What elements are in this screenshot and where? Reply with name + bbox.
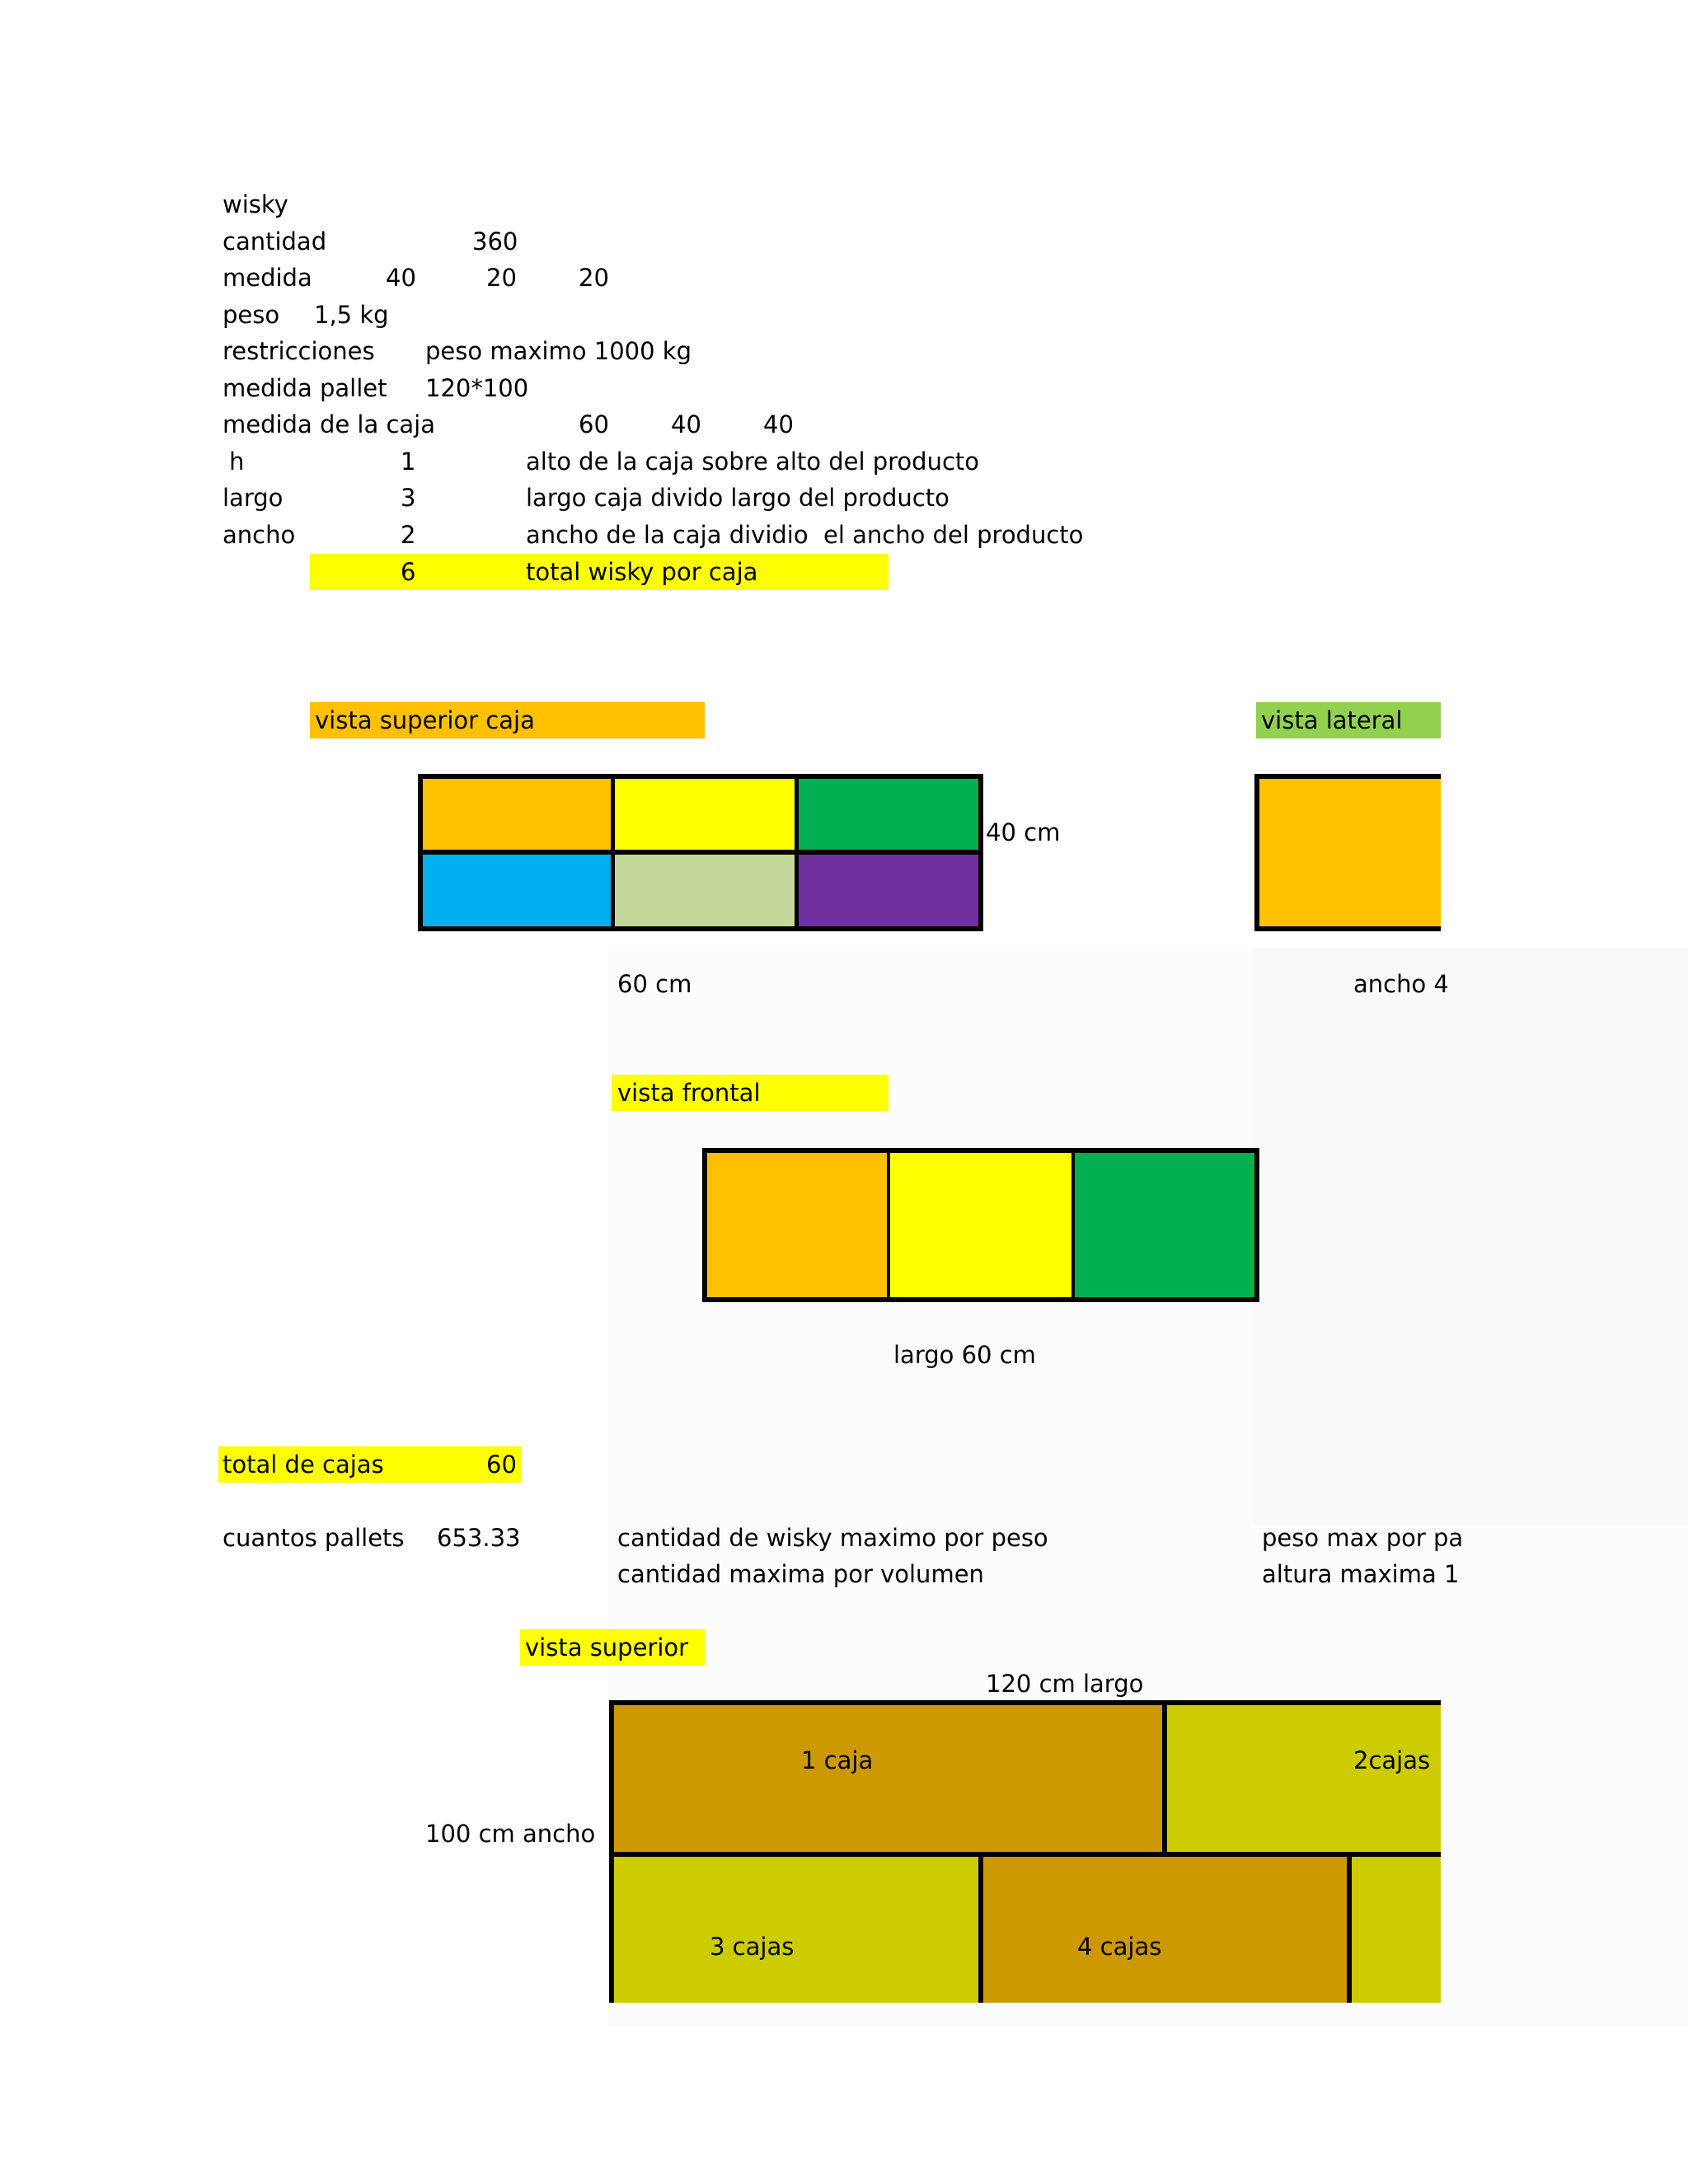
caja-value-1: 60: [579, 410, 609, 438]
pallet-box-1: [614, 1705, 1162, 1852]
max-volume-label: cantidad maxima por volumen: [617, 1560, 984, 1588]
pallets-label: cuantos pallets: [223, 1524, 405, 1552]
caja-value-2: 40: [671, 410, 701, 438]
product-name: wisky: [223, 190, 288, 218]
pallets-value: 653.33: [437, 1524, 521, 1552]
caja-value-3: 40: [763, 410, 794, 438]
total-cajas-value: 60: [486, 1451, 517, 1479]
pallet-box-3: [614, 1857, 978, 2003]
front-box-cell-2: [890, 1153, 1071, 1297]
calc-value-h: 1: [401, 448, 416, 476]
calc-value-largo: 3: [401, 484, 416, 512]
peso-value: 1,5 kg: [314, 301, 389, 329]
pallet-width-label: 100 cm ancho: [425, 1820, 596, 1848]
calc-label-ancho: ancho: [223, 521, 296, 549]
side-width-label: ancho 4: [1353, 970, 1449, 998]
top-box-cell-3: [799, 779, 978, 850]
calc-label-h: h: [229, 448, 245, 476]
front-box-cell-1: [707, 1153, 887, 1297]
total-cajas-label: total de cajas: [223, 1451, 384, 1479]
medida-value-3: 20: [579, 264, 609, 292]
cantidad-value: 360: [472, 227, 518, 255]
pallet-box-2: [1167, 1705, 1441, 1852]
peso-label: peso: [223, 301, 280, 329]
altura-max-label: altura maxima 1: [1262, 1560, 1460, 1588]
calc-label-largo: largo: [223, 484, 284, 512]
pallet-box-2-label: 2cajas: [1353, 1746, 1431, 1774]
caja-label: medida de la caja: [223, 410, 436, 438]
calc-desc-largo: largo caja divido largo del producto: [526, 484, 950, 512]
pallet-title: vista superior: [525, 1633, 689, 1661]
top-box-title: vista superior caja: [315, 706, 535, 734]
pallet-box-4-label: 4 cajas: [1077, 1933, 1162, 1961]
max-weight-label: cantidad de wisky maximo por peso: [617, 1524, 1048, 1552]
pallet-value: 120*100: [425, 374, 529, 402]
pallet-label: medida pallet: [223, 374, 387, 402]
front-length-label: largo 60 cm: [893, 1341, 1036, 1369]
restricciones-label: restricciones: [223, 337, 375, 365]
medida-value-1: 40: [386, 264, 416, 292]
calc-value-ancho: 2: [401, 521, 416, 549]
calc-desc-h: alto de la caja sobre alto del producto: [526, 448, 980, 476]
front-title: vista frontal: [617, 1079, 761, 1107]
top-box-width-label: 60 cm: [617, 970, 692, 998]
front-box-cell-3: [1075, 1153, 1254, 1297]
top-box-height-label: 40 cm: [986, 818, 1061, 846]
side-view-box: [1254, 774, 1441, 931]
pallet-box-3-label: 3 cajas: [710, 1933, 795, 1961]
restricciones-value: peso maximo 1000 kg: [425, 337, 692, 365]
top-box-cell-1: [423, 779, 611, 850]
top-box-cell-5: [615, 855, 795, 926]
total-caja-desc: total wisky por caja: [526, 558, 758, 586]
top-box-cell-6: [799, 855, 978, 926]
pallet-box-5: [1352, 1857, 1441, 2003]
cantidad-label: cantidad: [223, 227, 327, 255]
total-caja-value: 6: [401, 558, 416, 586]
side-title: vista lateral: [1261, 706, 1403, 734]
medida-value-2: 20: [486, 264, 517, 292]
pallet-length-label: 120 cm largo: [986, 1670, 1144, 1698]
medida-label: medida: [223, 264, 312, 292]
background-shade-right: [1253, 948, 1688, 1525]
calc-desc-ancho: ancho de la caja dividio el ancho del producto: [526, 521, 1084, 549]
peso-max-label: peso max por pa: [1262, 1524, 1464, 1552]
pallet-box-1-label: 1 caja: [801, 1746, 874, 1774]
pallet-box-4: [983, 1857, 1347, 2003]
top-box-cell-4: [423, 855, 611, 926]
top-box-cell-2: [615, 779, 795, 850]
